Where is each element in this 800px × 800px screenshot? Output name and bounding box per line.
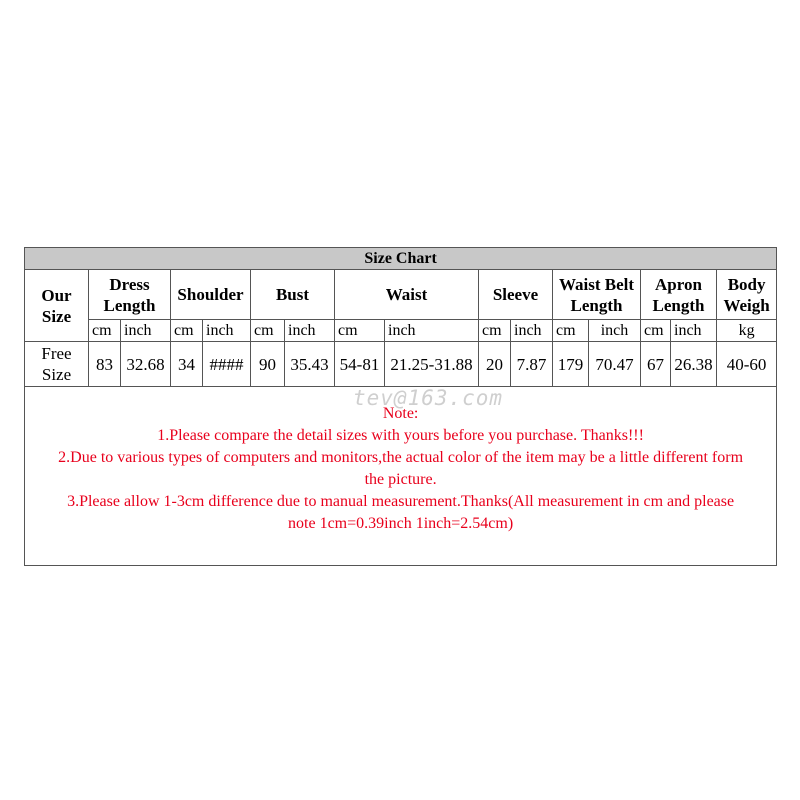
header-body-weight: Body Weigh — [717, 270, 777, 320]
apron-cm-value: 67 — [641, 342, 671, 387]
shoulder-inch-value: #### — [203, 342, 251, 387]
size-chart-table — [24, 247, 777, 566]
note-title: Note: — [382, 405, 419, 422]
size-free-size: Free Size — [25, 342, 89, 387]
chart-title: Size Chart — [25, 248, 777, 270]
unit-kg: kg — [717, 320, 777, 342]
unit-inch: inch — [121, 320, 171, 342]
notes-section — [25, 387, 777, 566]
waist-inch-value: 21.25-31.88 — [385, 342, 479, 387]
shoulder-cm-value: 34 — [171, 342, 203, 387]
unit-inch: inch — [589, 320, 641, 342]
header-dress-length: Dress Length — [89, 270, 171, 320]
waist-belt-inch-value: 70.47 — [589, 342, 641, 387]
unit-inch: inch — [671, 320, 717, 342]
header-sleeve: Sleeve — [479, 270, 553, 320]
unit-inch: inch — [385, 320, 479, 342]
waist-belt-cm-value: 179 — [553, 342, 589, 387]
bust-inch-value: 35.43 — [285, 342, 335, 387]
note-line-3a: 3.Please allow 1-3cm difference due to manual measurement.Thanks(All measurement in cm and please — [67, 493, 735, 510]
header-shoulder: Shoulder — [171, 270, 251, 320]
unit-cm: cm — [479, 320, 511, 342]
header-waist-belt-length: Waist Belt Length — [553, 270, 641, 320]
note-line-1: 1.Please compare the detail sizes with yours before you purchase. Thanks!!! — [157, 427, 644, 444]
watermark-text: tev@163.com — [353, 386, 504, 410]
apron-inch-value: 26.38 — [671, 342, 717, 387]
dress-length-inch-value: 32.68 — [121, 342, 171, 387]
unit-cm: cm — [641, 320, 671, 342]
unit-cm: cm — [89, 320, 121, 342]
note-line-2a: 2.Due to various types of computers and monitors,the actual color of the item may be a little different form — [58, 449, 744, 466]
header-apron-length: Apron Length — [641, 270, 717, 320]
note-line-2b: the picture. — [364, 471, 437, 488]
header-bust: Bust — [251, 270, 335, 320]
unit-inch: inch — [203, 320, 251, 342]
body-weight-kg-value: 40-60 — [717, 342, 777, 387]
header-waist: Waist — [335, 270, 479, 320]
note-line-3b: note 1cm=0.39inch 1inch=2.54cm) — [288, 515, 514, 532]
header-our-size: Our Size — [25, 270, 89, 342]
unit-cm: cm — [553, 320, 589, 342]
table-row — [25, 342, 777, 387]
unit-inch: inch — [511, 320, 553, 342]
unit-inch: inch — [285, 320, 335, 342]
unit-cm: cm — [171, 320, 203, 342]
unit-cm: cm — [251, 320, 285, 342]
waist-cm-value: 54-81 — [335, 342, 385, 387]
bust-cm-value: 90 — [251, 342, 285, 387]
dress-length-cm-value: 83 — [89, 342, 121, 387]
sleeve-cm-value: 20 — [479, 342, 511, 387]
sleeve-inch-value: 7.87 — [511, 342, 553, 387]
unit-cm: cm — [335, 320, 385, 342]
